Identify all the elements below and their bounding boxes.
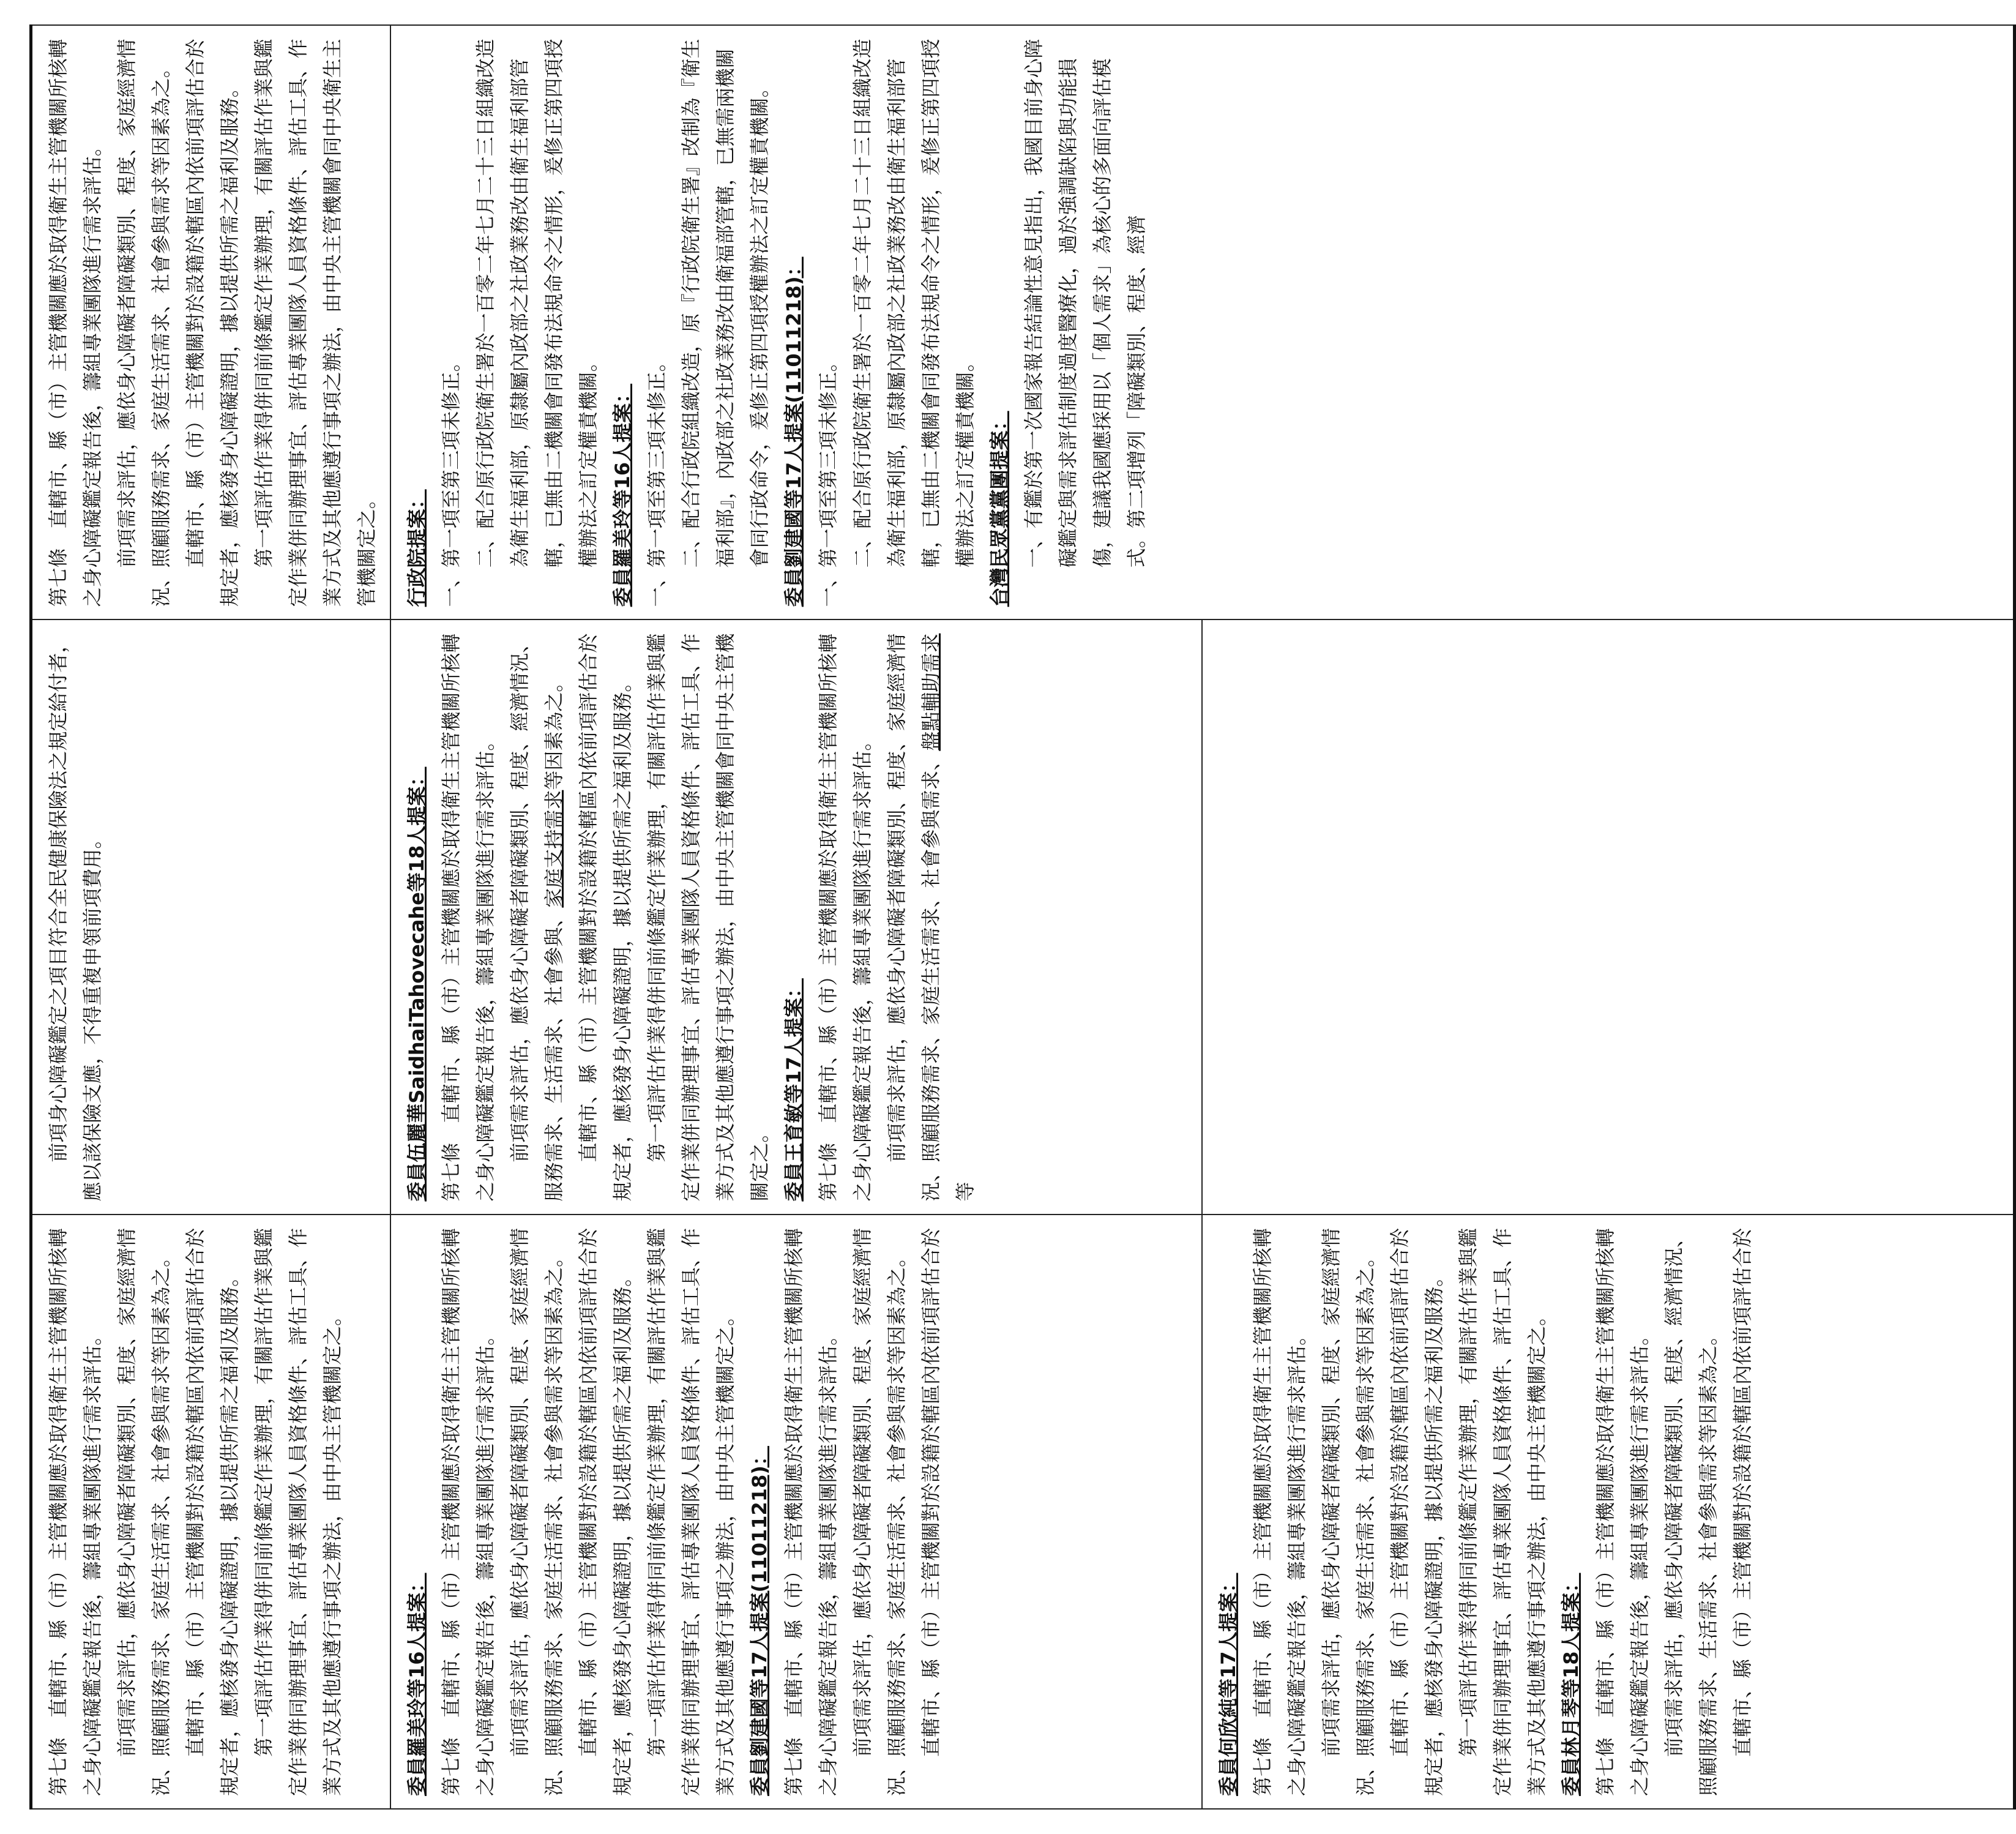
paragraph <box>571 632 640 1201</box>
paragraph <box>502 632 571 1201</box>
paragraph <box>434 38 468 607</box>
underlined-amendment: 盤點輔助需求 <box>919 633 943 751</box>
paragraph-text: 第七條 直轄市、縣（市）主管機關應於取得衛生主管機關所核轉之身心障礙鑑定報告後，籌組專業團隊進行需求評估。 <box>439 633 497 1202</box>
paragraph <box>914 1227 948 1796</box>
proposal-heading: 委員劉建國等17人提案(11011218)： <box>748 1446 771 1796</box>
proposal-heading: 委員羅美玲等16人提案： <box>611 383 634 607</box>
paragraph-text: 一、第一項至第三項未修正。 <box>816 352 840 607</box>
cell-mid-middle <box>390 619 1202 1214</box>
paragraph-text: 二、配合原行政院衛生署於一百零二年七月二十三日組織改造為衛生福利部，原隸屬內政部之社政業務改由衛生福利部管轄，已無由二機關會同發布法規命令之情形，爰修正第四項授權辦法之訂定權責機關。 <box>851 39 977 568</box>
paragraph <box>845 1227 914 1796</box>
proposal-heading: 委員林月琴等18人提案： <box>1559 1573 1583 1796</box>
paragraph-text: 第七條 直轄市、縣（市）主管機關應於取得衛生主管機關所核轉之身心障礙鑑定報告後，籌組專業團隊進行需求評估。 <box>47 39 104 607</box>
paragraph-text: 一、第一項至第三項未修正。 <box>645 352 668 607</box>
paragraph-text: 第七條 直轄市、縣（市）主管機關應於取得衛生主管機關所核轉之身心障礙鑑定報告後，籌組專業團隊進行需求評估。 <box>1251 1227 1309 1796</box>
paragraph-text: 前項身心障礙鑑定之項目符合全民健康保險法之規定給付者，應以該保險支應，不得重複申領前項費用。 <box>47 633 104 1202</box>
explanation-text <box>1017 38 1154 607</box>
paragraph <box>178 1227 247 1796</box>
paragraph <box>1383 1227 1451 1796</box>
paragraph <box>777 1227 845 1796</box>
proposal-text <box>1245 1227 1554 1796</box>
paragraph-text: 一、有鑑於第一次國家報告結論性意見指出，我國目前身心障礙鑑定與需求評估制度過度醫療化，過於強調缺陷與功能損傷，建議我國應採用以「個人需求」為核心的多面向評估模式。第二項增列「障礙類別、程度、經濟 <box>1022 39 1148 568</box>
paragraph-text: 直轄市、縣（市）主管機關對於設籍於轄區內依前項評估合於規定者，應核發身心障礙證明，據以提供所需之福利及服務。 <box>184 1227 241 1796</box>
proposal-text <box>777 1227 948 1796</box>
paragraph-text: 前項需求評估，應依身心障礙者障礙類別、程度、家庭經濟情況、照顧服務需求、家庭生活需求、社會參與需求等因素為之。 <box>508 1227 566 1796</box>
paragraph <box>1245 1227 1314 1796</box>
explanation-text <box>811 38 982 607</box>
proposal-heading: 委員伍麗華SaidhaiTahovecahe等18人提案： <box>405 766 428 1202</box>
paragraph-text: 直轄市、縣（市）主管機關對於設籍於轄區內依前項評估合於規定者，應核發身心障礙證明，據以提供所需之福利及服務。 <box>577 633 634 1202</box>
cell-content <box>41 1227 349 1796</box>
paragraph <box>879 632 982 1201</box>
paragraph-text: 直轄市、縣（市）主管機關對於設籍於轄區內依前項評估合於 <box>919 1227 943 1757</box>
proposal-heading: 台灣民眾黨黨團提案： <box>988 411 1011 607</box>
paragraph-text: 直轄市、縣（市）主管機關對於設籍於轄區內依前項評估合於規定者，應核發身心障礙證明，據以提供所需之福利及服務。 <box>1388 1227 1446 1796</box>
paragraph-text: 第一項評估作業得併同前條鑑定作業辦理，有關評估作業與鑑定作業併同辦理事宜、評估專業團隊人員資格條件、評估工具、作業方式及其他應遵行事項之辦法，由中央主管機關會同中央衛生主管機關定之。 <box>252 39 378 607</box>
paragraph <box>434 1227 502 1796</box>
paragraph-text: 二、配合原行政院衛生署於一百零二年七月二十三日組織改造為衛生福利部，原隸屬內政部之社政業務改由衛生福利部管轄，已無由二機關會同發布法規命令之情形，爰修正第四項授權辦法之訂定權責機關。 <box>474 39 600 568</box>
paragraph <box>41 38 110 607</box>
paragraph <box>811 38 845 607</box>
paragraph <box>41 1227 110 1796</box>
paragraph-text: 前項需求評估，應依身心障礙者障礙類別、程度、家庭經濟情況、照顧服務需求、家庭生活需求、社會參與需求等因素為之。 <box>115 1227 173 1796</box>
paragraph-text: 一、第一項至第三項未修正。 <box>439 352 463 607</box>
proposal-heading: 委員王育敏等17人提案： <box>782 978 805 1202</box>
paragraph-text: 第一項評估作業得併同前條鑑定作業辦理，有關評估作業與鑑定作業併同辦理事宜、評估專業團隊人員資格條件、評估工具、作業方式及其他應遵行事項之辦法，由中央主管機關會同中央主管機關定之。 <box>645 633 771 1202</box>
proposal-heading: 委員劉建國等17人提案(11011218)： <box>782 256 805 607</box>
paragraph-text: 前項需求評估，應依身心障礙者障礙類別、程度、家庭經濟情況、照顧服務需求、家庭生活需求、社會參與需求等因素為之。 <box>1320 1227 1377 1796</box>
paragraph-text: 前項需求評估，應依身心障礙者障礙類別、程度、家庭經濟情況、照顧服務需求、家庭生活需求、社會參與需求、 <box>885 633 943 1202</box>
paragraph-text: 第七條 直轄市、縣（市）主管機關應於取得衛生主管機關所核轉之身心障礙鑑定報告後，籌組專業團隊進行需求評估。 <box>439 1227 497 1796</box>
paragraph-text: 第一項評估作業得併同前條鑑定作業辦理，有關評估作業與鑑定作業併同辦理事宜、評估專業團隊人員資格條件、評估工具、作業方式及其他應遵行事項之辦法，由中央主管機關定之。 <box>252 1227 344 1796</box>
proposal-text <box>1588 1227 1760 1796</box>
paragraph-text: 前項需求評估，應依身心障礙者障礙類別、程度、經濟情況、服務需求、生活需求、社會參與、 <box>508 633 566 1202</box>
paragraph <box>640 38 674 607</box>
paragraph-text: 第七條 直轄市、縣（市）主管機關應於取得衛生主管機關所核轉之身心障礙鑑定報告後，籌組專業團隊進行需求評估。 <box>1594 1227 1651 1796</box>
paragraph <box>811 632 879 1201</box>
paragraph <box>434 632 502 1201</box>
explanation-text <box>434 38 605 607</box>
paragraph-text: 前項需求評估，應依身心障礙者障礙類別、程度、家庭經濟情況、照顧服務需求、家庭生活需求、社會參與需求等因素為之。 <box>851 1227 908 1796</box>
paragraph <box>845 38 982 607</box>
paragraph-text: 第七條 直轄市、縣（市）主管機關應於取得衛生主管機關所核轉之身心障礙鑑定報告後，籌組專業團隊進行需求評估。 <box>47 1227 104 1796</box>
paragraph-text: 第七條 直轄市、縣（市）主管機關應於取得衛生主管機關所核轉之身心障礙鑑定報告後，籌組專業團隊進行需求評估。 <box>782 1227 840 1796</box>
underlined-amendment: 家庭支持需求 <box>542 790 566 908</box>
paragraph <box>674 38 777 607</box>
paragraph-text: 第一項評估作業得併同前條鑑定作業辦理，有關評估作業與鑑定作業併同辦理事宜、評估專業團隊人員資格條件、評估工具、作業方式及其他應遵行事項之辦法，由中央主管機關定之。 <box>1457 1227 1548 1796</box>
paragraph <box>468 38 605 607</box>
proposal-text <box>434 632 777 1201</box>
cell-bottom-middle <box>1202 619 2015 1214</box>
cell-bottom-left <box>1202 1215 2015 1809</box>
cell-top-left <box>31 1215 391 1809</box>
cell-content <box>41 632 110 1201</box>
paragraph <box>178 38 247 607</box>
explanation-text <box>640 38 777 607</box>
paragraph <box>640 632 777 1201</box>
paragraph <box>1314 1227 1383 1796</box>
paragraph <box>640 1227 742 1796</box>
paragraph-text: 直轄市、縣（市）主管機關對於設籍於轄區內依前項評估合於規定者，應核發身心障礙證明，據以提供所需之福利及服務。 <box>184 39 241 607</box>
proposal-text <box>811 632 982 1201</box>
proposal-heading: 委員羅美玲等16人提案： <box>405 1573 428 1796</box>
paragraph <box>1588 1227 1657 1796</box>
paragraph <box>502 1227 571 1796</box>
paragraph <box>1657 1227 1725 1796</box>
paragraph <box>1017 38 1154 607</box>
paragraph-text: 第七條 直轄市、縣（市）主管機關應於取得衛生主管機關所核轉之身心障礙鑑定報告後，籌組專業團隊進行需求評估。 <box>816 633 874 1202</box>
proposal-heading: 委員何欣純等17人提案： <box>1217 1573 1240 1796</box>
cell-content <box>41 38 384 607</box>
paragraph-text: 直轄市、縣（市）主管機關對於設籍於轄區內依前項評估合於 <box>1731 1227 1754 1757</box>
paragraph-text: 第一項評估作業得併同前條鑑定作業辦理，有關評估作業與鑑定作業併同辦理事宜、評估專業團隊人員資格條件、評估工具、作業方式及其他應遵行事項之辦法，由中央主管機關定之。 <box>645 1227 737 1796</box>
paragraph-text-tail: 等 <box>954 1181 977 1202</box>
paragraph <box>247 38 384 607</box>
paragraph <box>247 1227 349 1796</box>
paragraph-text: 前項需求評估，應依身心障礙者障礙類別、程度、經濟情況、照顧服務需求、生活需求、社會參與需求等因素為之。 <box>1662 1227 1720 1796</box>
cell-explanation <box>390 25 2015 619</box>
paragraph <box>1451 1227 1554 1796</box>
paragraph <box>41 632 110 1201</box>
paragraph-text-tail: 等因素為之。 <box>542 672 566 790</box>
paragraph <box>571 1227 640 1796</box>
paragraph-text: 前項需求評估，應依身心障礙者障礙類別、程度、家庭經濟情況、照顧服務需求、家庭生活需求、社會參與需求等因素為之。 <box>115 39 173 607</box>
comparison-table <box>29 24 2016 1810</box>
paragraph-text: 直轄市、縣（市）主管機關對於設籍於轄區內依前項評估合於規定者，應核發身心障礙證明，據以提供所需之福利及服務。 <box>577 1227 634 1796</box>
cell-top-right <box>31 25 391 619</box>
proposal-heading: 行政院提案： <box>405 489 428 607</box>
cell-mid-left <box>390 1215 1202 1809</box>
paragraph <box>1725 1227 1760 1796</box>
cell-top-middle <box>31 619 391 1214</box>
paragraph <box>110 1227 178 1796</box>
paragraph <box>110 38 178 607</box>
paragraph-text: 二、配合行政院組織改造，原『行政院衛生署』改制為『衛生福利部』，內政部之社政業務改由衛福部管轄，已無需兩機關會同行政命令，爰修正第四項授權辦法之訂定權責機關。 <box>679 39 771 568</box>
proposal-text <box>434 1227 742 1796</box>
